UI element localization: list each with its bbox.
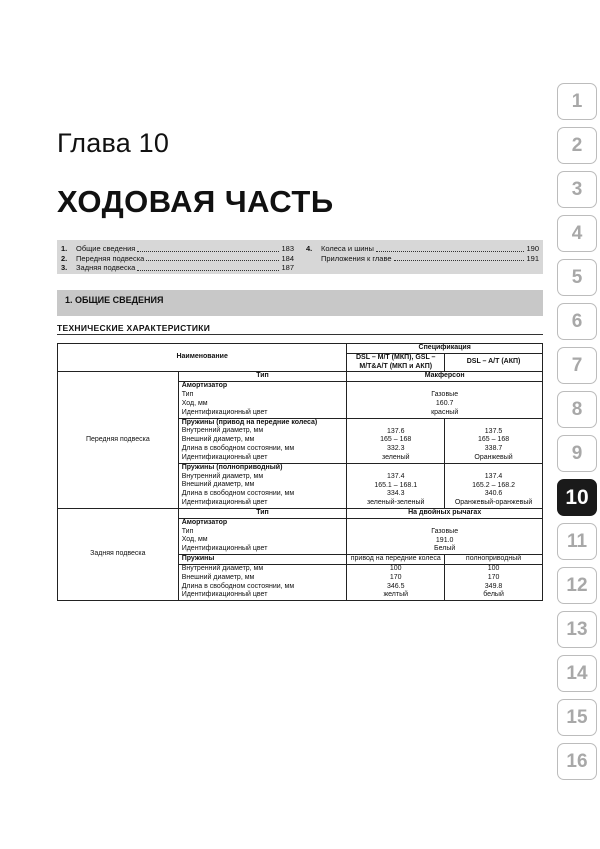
- toc-item-title: Передняя подвеска: [76, 253, 145, 263]
- toc-leader: [376, 251, 525, 252]
- front-spring-awd-labels: Внутренний диаметр, мм Внешний диаметр, мм Длина в свободном состоянии, мм Идентификационный цвет: [181, 472, 295, 506]
- chapter-tab-15[interactable]: 15: [557, 699, 597, 736]
- rear-springs-col2-head: полноприводный: [445, 555, 543, 565]
- front-shock-title: Амортизатор: [181, 382, 228, 390]
- toc-item-number: 2.: [61, 253, 68, 263]
- chapter-tab-11[interactable]: 11: [557, 523, 597, 560]
- chapter-tab-12[interactable]: 12: [557, 567, 597, 604]
- rear-springs-labels: Внутренний диаметр, мм Внешний диаметр, мм Длина в свободном состоянии, мм Идентификационный цвет: [178, 564, 347, 600]
- toc-item-page: 190: [526, 244, 539, 253]
- chapter-tab-9[interactable]: 9: [557, 435, 597, 472]
- front-spring-awd-col2: 137.4 165.2 – 168.2 340.6 Оранжевый-оранжевый: [445, 463, 543, 508]
- chapter-title: ХОДОВАЯ ЧАСТЬ: [57, 184, 334, 219]
- header-name: Наименование: [58, 344, 347, 372]
- toc-item-number: 1.: [61, 244, 68, 253]
- front-type-label: Тип: [178, 372, 347, 382]
- header-col2: DSL – A/T (АКП): [445, 353, 543, 372]
- chapter-tab-2[interactable]: 2: [557, 127, 597, 164]
- chapter-tab-5[interactable]: 5: [557, 259, 597, 296]
- toc-leader: [137, 251, 279, 252]
- rear-type-value: На двойных рычагах: [347, 508, 543, 518]
- front-spring-fwd-cell: [178, 418, 347, 463]
- toc-column-right: [306, 244, 539, 263]
- toc-item[interactable]: [61, 244, 294, 254]
- chapter-tab-4[interactable]: 4: [557, 215, 597, 252]
- front-spring-awd-cell: [178, 463, 347, 508]
- header-spec: Спецификация: [347, 344, 543, 354]
- rear-shock-title: Амортизатор: [181, 518, 228, 526]
- table-header-row: [58, 344, 543, 354]
- chapter-tab-8[interactable]: 8: [557, 391, 597, 428]
- toc-leader: [394, 260, 525, 261]
- toc-item-title: Задняя подвеска: [76, 263, 136, 272]
- chapter-tab-16[interactable]: 16: [557, 743, 597, 780]
- toc-leader: [137, 270, 279, 271]
- chapter-tab-3[interactable]: 3: [557, 171, 597, 208]
- toc-item-title: Приложения к главе: [321, 253, 392, 263]
- toc-item-number: 3.: [61, 263, 68, 272]
- section-header: [57, 290, 543, 316]
- rear-shock-cell: [178, 518, 347, 554]
- chapter-tab-10-active[interactable]: 10: [557, 479, 597, 516]
- chapter-tab-6[interactable]: 6: [557, 303, 597, 340]
- chapter-label: Глава 10: [57, 128, 170, 158]
- subsection-divider: [57, 334, 543, 335]
- rear-springs-col1-head: привод на передние колеса: [347, 555, 445, 565]
- toc-item[interactable]: [61, 254, 294, 264]
- rear-springs-title: Пружины: [178, 555, 347, 565]
- rear-type-label: Тип: [178, 508, 347, 518]
- front-type-value: Макферсон: [347, 372, 543, 382]
- subsection-title: ТЕХНИЧЕСКИЕ ХАРАКТЕРИСТИКИ: [57, 323, 211, 333]
- front-spring-fwd-title: Пружины (привод на передние колеса): [181, 418, 318, 426]
- rear-springs-col2: 100 170 349.8 белый: [445, 564, 543, 600]
- chapter-tab-14[interactable]: 14: [557, 655, 597, 692]
- front-spring-fwd-col1: 137.6 165 – 168 332.3 зеленый: [347, 418, 445, 463]
- front-spring-fwd-labels: Внутренний диаметр, мм Внешний диаметр, мм Длина в свободном состоянии, мм Идентификационный цвет: [181, 427, 295, 461]
- front-spring-awd-title: Пружины (полноприводный): [181, 463, 283, 471]
- toc-item[interactable]: [306, 244, 539, 254]
- front-shock-labels: Тип Ход, мм Идентификационный цвет: [181, 390, 268, 416]
- chapter-tab-1[interactable]: 1: [557, 83, 597, 120]
- front-spring-awd-col1: 137.4 165.1 – 168.1 334.3 зеленый-зеленый: [347, 463, 445, 508]
- rear-suspension-label: Задняя подвеска: [58, 508, 179, 600]
- toc-item-page: 187: [281, 263, 294, 272]
- chapter-tab-13[interactable]: 13: [557, 611, 597, 648]
- toc-item-number: 4.: [306, 244, 313, 253]
- header-col1: DSL – M/T (МКП), GSL – M/T&A/T (МКП и АКП): [347, 353, 445, 372]
- front-shock-values: Газовые 160.7 красный: [347, 382, 543, 418]
- toc-item[interactable]: [61, 263, 294, 273]
- spec-table: [57, 343, 543, 601]
- table-row: [58, 372, 543, 382]
- section-title: 1. ОБЩИЕ СВЕДЕНИЯ: [65, 295, 164, 305]
- toc-item-page: 183: [281, 244, 294, 253]
- front-suspension-label: Передняя подвеска: [58, 372, 179, 509]
- toc-item-title: Общие сведения: [76, 244, 136, 253]
- toc-column-left: [61, 244, 294, 273]
- table-row: [58, 508, 543, 518]
- front-shock-cell: [178, 382, 347, 418]
- toc-leader: [146, 260, 279, 261]
- rear-springs-col1: 100 170 346.5 желтый: [347, 564, 445, 600]
- chapter-toc: [57, 240, 543, 274]
- toc-item-page: 191: [526, 253, 539, 263]
- toc-item[interactable]: [306, 254, 539, 264]
- rear-shock-values: Газовые 191.0 Белый: [347, 518, 543, 554]
- front-spring-fwd-col2: 137.5 165 – 168 338.7 Оранжевый: [445, 418, 543, 463]
- toc-item-title: Колеса и шины: [321, 244, 374, 253]
- chapter-tab-7[interactable]: 7: [557, 347, 597, 384]
- toc-item-page: 184: [281, 253, 294, 263]
- rear-shock-labels: Тип Ход, мм Идентификационный цвет: [181, 527, 268, 553]
